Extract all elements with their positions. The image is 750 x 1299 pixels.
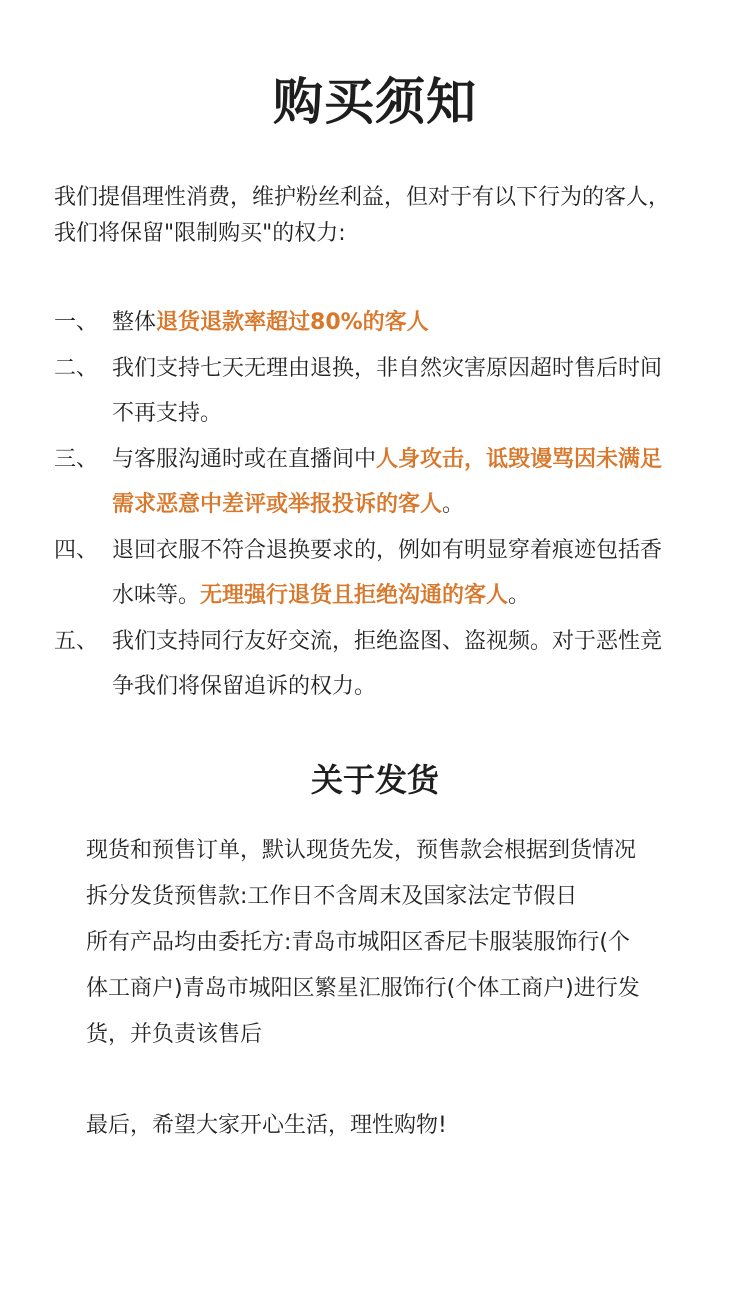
intro-line: 我们提倡理性消费，维护粉丝利益，但对于有以下行为的客人， <box>54 185 671 210</box>
rule-text <box>112 619 704 709</box>
rule-text-highlight: 人身攻击，诋毁谩骂因未满足 <box>376 447 663 472</box>
rule-number: 二、 <box>54 356 99 381</box>
rule-number: 三、 <box>54 447 99 472</box>
rule-item <box>54 437 704 527</box>
rule-number: 四、 <box>54 538 99 563</box>
rule-item <box>54 528 704 618</box>
rule-text-plain: 整体 <box>112 310 157 335</box>
rule-text-plain: 。 <box>508 583 531 608</box>
intro-paragraph <box>54 180 704 252</box>
rule-line <box>112 300 704 345</box>
rule-text-plain: 。 <box>442 492 465 517</box>
shipping-line: 货，并负责该售后 <box>86 1022 263 1047</box>
rule-item <box>54 346 704 436</box>
rules-list <box>54 300 704 710</box>
rule-text <box>112 528 704 618</box>
shipping-paragraph <box>86 828 706 1058</box>
shipping-line: 所有产品均由委托方:青岛市城阳区香尼卡服装服饰行(个 <box>86 930 630 955</box>
closing-text: 最后，希望大家开心生活，理性购物! <box>86 1113 447 1138</box>
shipping-line: 体工商户)青岛市城阳区繁星汇服饰行(个体工商户)进行发 <box>86 976 640 1001</box>
section-title-shipping: 关于发货 <box>310 761 439 799</box>
rule-item <box>54 300 704 345</box>
rule-text-highlight: 无理强行退货且拒绝沟通的客人 <box>200 583 509 608</box>
rule-line: 不再支持。 <box>112 401 223 426</box>
shipping-line: 现货和预售订单，默认现货先发，预售款会根据到货情况 <box>86 838 637 863</box>
rule-number: 五、 <box>54 629 99 654</box>
rule-text-plain: 水味等。 <box>112 583 201 608</box>
rule-text <box>112 437 704 527</box>
rule-number: 一、 <box>54 310 99 335</box>
rule-line <box>112 482 704 527</box>
rule-text <box>112 300 704 345</box>
rule-text-highlight: 退货退款率超过80%的客人 <box>156 310 429 335</box>
rule-item <box>54 619 704 709</box>
shipping-line: 拆分发货预售款:工作日不含周末及国家法定节假日 <box>86 884 578 909</box>
rule-line: 我们支持七天无理由退换，非自然灾害原因超时售后时间 <box>112 356 663 381</box>
rule-text-highlight: 需求恶意中差评或举报投诉的客人 <box>112 492 443 517</box>
rule-text-plain: 与客服沟通时或在直播间中 <box>112 447 377 472</box>
intro-line: 我们将保留"限制购买"的权力: <box>54 221 346 246</box>
rule-line <box>112 437 704 482</box>
rule-line: 退回衣服不符合退换要求的，例如有明显穿着痕迹包括香 <box>112 538 663 563</box>
rule-line: 我们支持同行友好交流，拒绝盗图、盗视频。对于恶性竞 <box>112 629 663 654</box>
rule-line: 争我们将保留追诉的权力。 <box>112 674 377 699</box>
rule-text <box>112 346 704 436</box>
rule-line <box>112 573 704 618</box>
page-title: 购买须知 <box>273 73 477 131</box>
